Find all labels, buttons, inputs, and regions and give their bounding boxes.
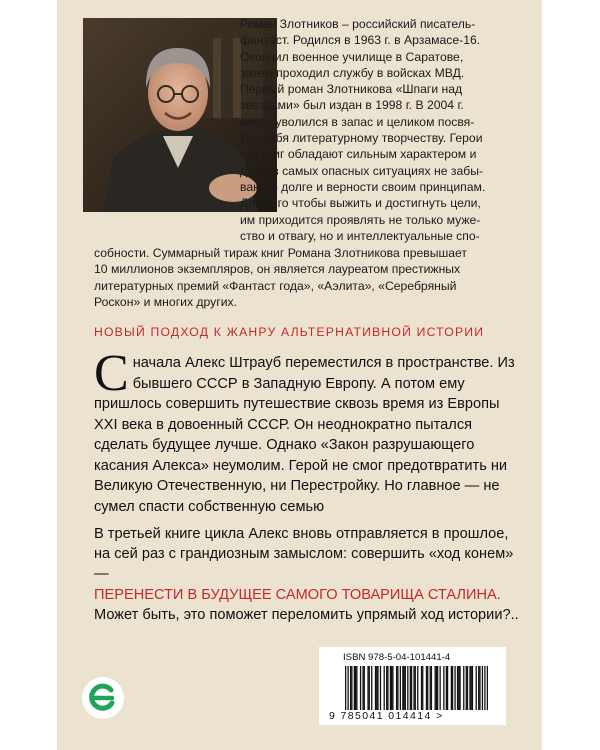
bio-line: Окончил военное училище в Саратове, (240, 49, 464, 64)
bio-line: собности. Суммарный тираж книг Романа Злотникова превышает (94, 246, 468, 260)
genre-tagline: НОВЫЙ ПОДХОД К ЖАНРУ АЛЬТЕРНАТИВНОЙ ИСТОРИИ (94, 325, 485, 339)
drop-cap: С (94, 345, 129, 402)
barcode-panel (319, 647, 506, 725)
bio-line: его книг обладают сильным характером и (240, 147, 477, 162)
bio-line: звездами» был издан в 1998 г. В 2004 г. (240, 98, 464, 113)
bio-line: затем проходил службу в войсках МВД. (240, 65, 465, 80)
book-blurb (94, 345, 524, 517)
blurb-highlight: ПЕРЕНЕСТИ В БУДУЩЕЕ САМОГО ТОВАРИЩА СТАЛИНА. (94, 586, 501, 603)
bio-line: 10 миллионов экземпляров, он является лауреатом престижных (94, 262, 461, 277)
blurb-paragraph-1: начала Алекс Штрауб переместился в пространстве. Из бывшего СССР в Западную Европу. А потом ему пришлось совершить путешествие сквозь время из Европы XXI века в довоенный СССР. Он неоднократно пытался сделать будущее лучше. Однако «Закон разрушающего касания Алекса» неумолим. Герой не смог предотвратить ни Великую Отечественную, ни Перестройку. Но главное — не сумел спасти собственную семью (94, 355, 515, 515)
bio-line: Роскон» и многих других. (94, 294, 238, 309)
bio-line: фантаст. Родился в 1963 г. в Арзамасе-16. (240, 33, 481, 48)
bio-line: ство и отвагу, но и интеллектуальные спо- (240, 228, 480, 243)
author-bio (240, 16, 522, 244)
author-bio-continued (94, 245, 522, 310)
bio-line: вают о долге и верности своим принципам. (240, 179, 486, 194)
bio-line: Роман Злотников – российский писатель- (240, 17, 476, 31)
bio-line: им приходится проявлять не только муже- (240, 212, 481, 227)
publisher-logo-icon (81, 676, 125, 720)
isbn-number: ISBN 978-5-04-101441-4 (343, 652, 451, 663)
bio-line: автор уволился в запас и целиком посвя- (240, 114, 475, 129)
blurb-paragraph-2-outro: Может быть, это поможет переломить упрямый ход истории?.. (94, 606, 519, 623)
book-blurb-2 (94, 524, 524, 625)
barcode-digits: 9 785041 014414 > (329, 710, 444, 722)
blurb-paragraph-2-intro: В третьей книге цикла Алекс вновь отправляется в прошлое, на сей раз с грандиозным замыслом: совершить «ход конем» — (94, 526, 514, 583)
bio-line: даже в самых опасных ситуациях не забы- (240, 163, 484, 178)
bio-line: Первый роман Злотникова «Шпаги над (240, 82, 463, 97)
bio-line: тил себя литературному творчеству. Герои (240, 131, 483, 146)
barcode-icon (345, 666, 488, 710)
bio-line: Для того чтобы выжить и достигнуть цели, (240, 196, 481, 211)
back-cover (57, 0, 542, 750)
bio-line: литературных премий «Фантаст года», «Аэлита», «Серебряный (94, 278, 457, 293)
